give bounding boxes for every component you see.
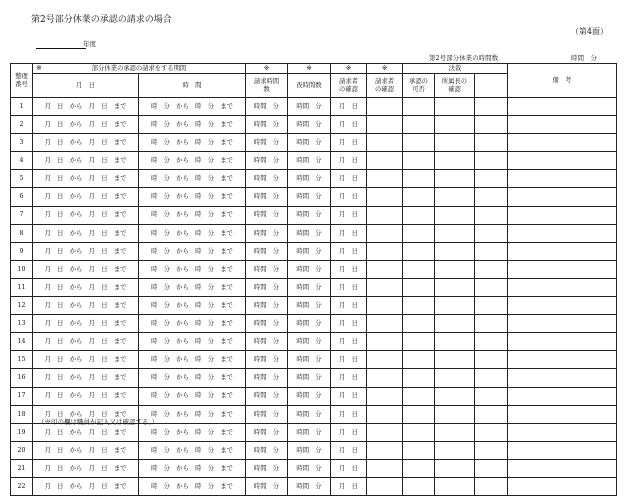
night-hours-cell[interactable]: 時間 分 — [288, 459, 331, 477]
header-req-hours: 請求時間数 — [246, 74, 288, 98]
remarks-cell[interactable] — [508, 224, 617, 242]
time-range-cell[interactable]: 時 分 から 時 分 まで — [139, 333, 246, 351]
night-hours-cell[interactable]: 時間 分 — [288, 98, 331, 116]
dept-head-cell[interactable] — [435, 134, 475, 152]
dept-head-cell[interactable] — [435, 351, 475, 369]
approval-cell[interactable] — [403, 152, 435, 170]
remarks-cell[interactable] — [508, 297, 617, 315]
remarks-cell[interactable] — [508, 188, 617, 206]
date-range-cell[interactable]: 月 日 から 月 日 まで — [33, 297, 139, 315]
dept-head-cell[interactable] — [435, 387, 475, 405]
row-number: 16 — [11, 369, 33, 387]
decision-blank-cell[interactable] — [475, 297, 508, 315]
row-number: 4 — [11, 152, 33, 170]
approval-cell[interactable] — [403, 441, 435, 459]
request-hours-cell[interactable]: 時間 分 — [246, 152, 288, 170]
table-row — [11, 206, 617, 224]
dept-head-cell[interactable] — [435, 278, 475, 296]
request-hours-cell[interactable]: 時間 分 — [246, 423, 288, 441]
time-range-cell[interactable]: 時 分 から 時 分 まで — [139, 387, 246, 405]
table-row — [11, 351, 617, 369]
time-range-cell[interactable]: 時 分 から 時 分 まで — [139, 459, 246, 477]
night-hours-cell[interactable]: 時間 分 — [288, 441, 331, 459]
requester-confirm-cell[interactable] — [367, 260, 403, 278]
requester-confirm-cell[interactable] — [367, 134, 403, 152]
night-hours-cell[interactable]: 時間 分 — [288, 224, 331, 242]
night-hours-cell[interactable]: 時間 分 — [288, 333, 331, 351]
header-requester-confirm2: 請求者の確認 — [367, 74, 403, 98]
time-range-cell[interactable]: 時 分 から 時 分 まで — [139, 152, 246, 170]
date-range-cell[interactable]: 月 日 から 月 日 まで — [33, 477, 139, 495]
request-hours-cell[interactable]: 時間 分 — [246, 387, 288, 405]
requester-date-cell[interactable]: 月 日 — [331, 297, 367, 315]
dept-head-cell[interactable] — [435, 369, 475, 387]
time-range-cell[interactable]: 時 分 から 時 分 まで — [139, 405, 246, 423]
request-hours-cell[interactable]: 時間 分 — [246, 116, 288, 134]
approval-cell[interactable] — [403, 206, 435, 224]
table-row — [11, 333, 617, 351]
requester-date-cell[interactable]: 月 日 — [331, 333, 367, 351]
year-label: 年度 — [83, 40, 96, 48]
row-number: 11 — [11, 278, 33, 296]
dept-head-cell[interactable] — [435, 260, 475, 278]
night-hours-cell[interactable]: 時間 分 — [288, 170, 331, 188]
table-row — [11, 387, 617, 405]
table-row — [11, 116, 617, 134]
time-range-cell[interactable]: 時 分 から 時 分 まで — [139, 423, 246, 441]
request-hours-cell[interactable]: 時間 分 — [246, 188, 288, 206]
approval-cell[interactable] — [403, 297, 435, 315]
time-range-cell[interactable]: 時 分 から 時 分 まで — [139, 206, 246, 224]
leave-request-table — [10, 63, 617, 496]
footnote: （※印の欄は職員が記入又は確認する。） — [38, 418, 159, 426]
date-range-cell[interactable]: 月 日 から 月 日 まで — [33, 170, 139, 188]
approval-cell[interactable] — [403, 333, 435, 351]
dept-head-cell[interactable] — [435, 405, 475, 423]
approval-cell[interactable] — [403, 369, 435, 387]
time-range-cell[interactable]: 時 分 から 時 分 まで — [139, 134, 246, 152]
night-hours-cell[interactable]: 時間 分 — [288, 260, 331, 278]
table-row — [11, 152, 617, 170]
header-date: 月 日 — [33, 74, 139, 98]
date-range-cell[interactable]: 月 日 から 月 日 まで — [33, 351, 139, 369]
night-hours-cell[interactable]: 時間 分 — [288, 188, 331, 206]
approval-cell[interactable] — [403, 278, 435, 296]
dept-head-cell[interactable] — [435, 206, 475, 224]
requester-date-cell[interactable]: 月 日 — [331, 152, 367, 170]
page-number: （第4面） — [570, 27, 608, 36]
requester-date-cell[interactable]: 月 日 — [331, 441, 367, 459]
night-hours-cell[interactable]: 時間 分 — [288, 315, 331, 333]
dept-head-cell[interactable] — [435, 333, 475, 351]
requester-date-cell[interactable]: 月 日 — [331, 405, 367, 423]
table-row — [11, 369, 617, 387]
request-hours-cell[interactable]: 時間 分 — [246, 459, 288, 477]
time-range-cell[interactable]: 時 分 から 時 分 まで — [139, 297, 246, 315]
requester-date-cell[interactable]: 月 日 — [331, 242, 367, 260]
row-number: 17 — [11, 387, 33, 405]
decision-blank-cell[interactable] — [475, 170, 508, 188]
row-number: 9 — [11, 242, 33, 260]
requester-date-cell[interactable]: 月 日 — [331, 423, 367, 441]
requester-date-cell[interactable]: 月 日 — [331, 459, 367, 477]
night-hours-cell[interactable]: 時間 分 — [288, 405, 331, 423]
row-number: 5 — [11, 170, 33, 188]
time-range-cell[interactable]: 時 分 から 時 分 まで — [139, 224, 246, 242]
approval-cell[interactable] — [403, 134, 435, 152]
dept-head-cell[interactable] — [435, 477, 475, 495]
row-number: 18 — [11, 405, 33, 423]
decision-blank-cell[interactable] — [475, 260, 508, 278]
hours-unit[interactable]: 時間 分 — [571, 54, 597, 62]
decision-blank-cell[interactable] — [475, 351, 508, 369]
dept-head-cell[interactable] — [435, 242, 475, 260]
remarks-cell[interactable] — [508, 441, 617, 459]
date-range-cell[interactable]: 月 日 から 月 日 まで — [33, 459, 139, 477]
request-hours-cell[interactable]: 時間 分 — [246, 333, 288, 351]
request-hours-cell[interactable]: 時間 分 — [246, 315, 288, 333]
table-row — [11, 224, 617, 242]
request-hours-cell[interactable]: 時間 分 — [246, 441, 288, 459]
table-row — [11, 477, 617, 495]
remarks-cell[interactable] — [508, 333, 617, 351]
row-number: 21 — [11, 459, 33, 477]
requester-date-cell[interactable]: 月 日 — [331, 369, 367, 387]
decision-blank-cell[interactable] — [475, 224, 508, 242]
night-hours-cell[interactable]: 時間 分 — [288, 477, 331, 495]
approval-cell[interactable] — [403, 405, 435, 423]
night-hours-cell[interactable]: 時間 分 — [288, 134, 331, 152]
dept-head-cell[interactable] — [435, 152, 475, 170]
requester-date-cell[interactable]: 月 日 — [331, 188, 367, 206]
requester-date-cell[interactable]: 月 日 — [331, 387, 367, 405]
requester-date-cell[interactable]: 月 日 — [331, 116, 367, 134]
header-mark-confirm2: ※ — [367, 64, 403, 74]
approval-cell[interactable] — [403, 116, 435, 134]
decision-blank-cell[interactable] — [475, 116, 508, 134]
approval-cell[interactable] — [403, 224, 435, 242]
request-hours-cell[interactable]: 時間 分 — [246, 242, 288, 260]
date-range-cell[interactable]: 月 日 から 月 日 まで — [33, 188, 139, 206]
requester-date-cell[interactable]: 月 日 — [331, 477, 367, 495]
requester-confirm-cell[interactable] — [367, 477, 403, 495]
request-hours-cell[interactable]: 時間 分 — [246, 170, 288, 188]
remarks-cell[interactable] — [508, 98, 617, 116]
remarks-cell[interactable] — [508, 369, 617, 387]
row-number: 3 — [11, 134, 33, 152]
row-number: 8 — [11, 224, 33, 242]
remarks-cell[interactable] — [508, 405, 617, 423]
time-range-cell[interactable]: 時 分 から 時 分 まで — [139, 441, 246, 459]
row-number: 10 — [11, 260, 33, 278]
row-number: 7 — [11, 206, 33, 224]
decision-blank-cell[interactable] — [475, 98, 508, 116]
request-hours-cell[interactable]: 時間 分 — [246, 278, 288, 296]
night-hours-cell[interactable]: 時間 分 — [288, 351, 331, 369]
requester-confirm-cell[interactable] — [367, 297, 403, 315]
dept-head-cell[interactable] — [435, 170, 475, 188]
date-range-cell[interactable]: 月 日 から 月 日 まで — [33, 134, 139, 152]
header-requester-confirm: 請求者の確認 — [331, 74, 367, 98]
night-hours-cell[interactable]: 時間 分 — [288, 278, 331, 296]
requester-confirm-cell[interactable] — [367, 387, 403, 405]
header-dept-head: 所属長の確認 — [435, 74, 475, 98]
requester-confirm-cell[interactable] — [367, 188, 403, 206]
dept-head-cell[interactable] — [435, 459, 475, 477]
requester-confirm-cell[interactable] — [367, 170, 403, 188]
row-number: 22 — [11, 477, 33, 495]
time-range-cell[interactable]: 時 分 から 時 分 まで — [139, 188, 246, 206]
table-row — [11, 98, 617, 116]
time-range-cell[interactable]: 時 分 から 時 分 まで — [139, 98, 246, 116]
decision-blank-cell[interactable] — [475, 459, 508, 477]
decision-blank-cell[interactable] — [475, 387, 508, 405]
decision-blank-cell[interactable] — [475, 315, 508, 333]
header-decision: 決裁 — [403, 64, 508, 74]
time-range-cell[interactable]: 時 分 から 時 分 まで — [139, 369, 246, 387]
header-time: 時 間 — [139, 74, 246, 98]
requester-confirm-cell[interactable] — [367, 459, 403, 477]
dept-head-cell[interactable] — [435, 297, 475, 315]
requester-confirm-cell[interactable] — [367, 333, 403, 351]
decision-blank-cell[interactable] — [475, 405, 508, 423]
approval-cell[interactable] — [403, 170, 435, 188]
row-number: 15 — [11, 351, 33, 369]
date-range-cell[interactable]: 月 日 から 月 日 まで — [33, 405, 139, 423]
requester-confirm-cell[interactable] — [367, 242, 403, 260]
request-hours-cell[interactable]: 時間 分 — [246, 405, 288, 423]
table-row — [11, 134, 617, 152]
dept-head-cell[interactable] — [435, 98, 475, 116]
time-range-cell[interactable]: 時 分 から 時 分 まで — [139, 278, 246, 296]
remarks-cell[interactable] — [508, 387, 617, 405]
request-hours-cell[interactable]: 時間 分 — [246, 351, 288, 369]
request-hours-cell[interactable]: 時間 分 — [246, 260, 288, 278]
approval-cell[interactable] — [403, 260, 435, 278]
dept-head-cell[interactable] — [435, 441, 475, 459]
table-row — [11, 188, 617, 206]
requester-confirm-cell[interactable] — [367, 278, 403, 296]
date-range-cell[interactable]: 月 日 から 月 日 まで — [33, 242, 139, 260]
requester-confirm-cell[interactable] — [367, 441, 403, 459]
row-number: 12 — [11, 297, 33, 315]
time-range-cell[interactable]: 時 分 から 時 分 まで — [139, 351, 246, 369]
date-range-cell[interactable]: 月 日 から 月 日 まで — [33, 333, 139, 351]
request-hours-cell[interactable]: 時間 分 — [246, 369, 288, 387]
request-hours-cell[interactable]: 時間 分 — [246, 297, 288, 315]
requester-date-cell[interactable]: 月 日 — [331, 278, 367, 296]
table-row — [11, 278, 617, 296]
decision-blank-cell[interactable] — [475, 188, 508, 206]
header-approval: 承認の可否 — [403, 74, 435, 98]
request-hours-cell[interactable]: 時間 分 — [246, 206, 288, 224]
remarks-cell[interactable] — [508, 459, 617, 477]
hours-label: 第2号部分休業の時間数 — [429, 54, 499, 62]
requester-confirm-cell[interactable] — [367, 315, 403, 333]
requester-date-cell[interactable]: 月 日 — [331, 170, 367, 188]
header-seq: 整理番号 — [11, 64, 33, 98]
requester-date-cell[interactable]: 月 日 — [331, 98, 367, 116]
request-hours-cell[interactable]: 時間 分 — [246, 224, 288, 242]
requester-date-cell[interactable]: 月 日 — [331, 224, 367, 242]
date-range-cell[interactable]: 月 日 から 月 日 まで — [33, 278, 139, 296]
requester-confirm-cell[interactable] — [367, 152, 403, 170]
remarks-cell[interactable] — [508, 242, 617, 260]
header-mark-night: ※ — [288, 64, 331, 74]
header-night-hours: 夜時間数 — [288, 74, 331, 98]
remarks-cell[interactable] — [508, 170, 617, 188]
requester-date-cell[interactable]: 月 日 — [331, 134, 367, 152]
decision-blank-cell[interactable] — [475, 278, 508, 296]
requester-confirm-cell[interactable] — [367, 369, 403, 387]
time-range-cell[interactable]: 時 分 から 時 分 まで — [139, 315, 246, 333]
approval-cell[interactable] — [403, 315, 435, 333]
date-range-cell[interactable]: 月 日 から 月 日 まで — [33, 98, 139, 116]
approval-cell[interactable] — [403, 242, 435, 260]
table-row — [11, 260, 617, 278]
time-range-cell[interactable]: 時 分 から 時 分 まで — [139, 477, 246, 495]
table-row — [11, 170, 617, 188]
night-hours-cell[interactable]: 時間 分 — [288, 206, 331, 224]
decision-blank-cell[interactable] — [475, 369, 508, 387]
form-title: 第2号部分休業の承認の請求の場合 — [31, 15, 172, 25]
time-range-cell[interactable]: 時 分 から 時 分 まで — [139, 260, 246, 278]
header-mark-confirm: ※ — [331, 64, 367, 74]
night-hours-cell[interactable]: 時間 分 — [288, 369, 331, 387]
table-row — [11, 441, 617, 459]
dept-head-cell[interactable] — [435, 188, 475, 206]
remarks-cell[interactable] — [508, 351, 617, 369]
night-hours-cell[interactable]: 時間 分 — [288, 297, 331, 315]
remarks-cell[interactable] — [508, 206, 617, 224]
requester-date-cell[interactable]: 月 日 — [331, 351, 367, 369]
request-hours-cell[interactable]: 時間 分 — [246, 134, 288, 152]
table-row — [11, 297, 617, 315]
header-period: ※ 部分休業の承認の請求をする期間 — [33, 64, 246, 74]
approval-cell[interactable] — [403, 188, 435, 206]
decision-blank-cell[interactable] — [475, 477, 508, 495]
row-number: 19 — [11, 423, 33, 441]
remarks-cell[interactable] — [508, 116, 617, 134]
row-number: 1 — [11, 98, 33, 116]
header-mark-req: ※ — [246, 64, 288, 74]
remarks-cell[interactable] — [508, 152, 617, 170]
dept-head-cell[interactable] — [435, 224, 475, 242]
night-hours-cell[interactable]: 時間 分 — [288, 116, 331, 134]
night-hours-cell[interactable]: 時間 分 — [288, 242, 331, 260]
table-row — [11, 459, 617, 477]
date-range-cell[interactable]: 月 日 から 月 日 まで — [33, 315, 139, 333]
remarks-cell[interactable] — [508, 315, 617, 333]
time-range-cell[interactable]: 時 分 から 時 分 まで — [139, 242, 246, 260]
decision-blank-cell[interactable] — [475, 152, 508, 170]
date-range-cell[interactable]: 月 日 から 月 日 まで — [33, 423, 139, 441]
requester-date-cell[interactable]: 月 日 — [331, 206, 367, 224]
row-number: 13 — [11, 315, 33, 333]
night-hours-cell[interactable]: 時間 分 — [288, 423, 331, 441]
remarks-cell[interactable] — [508, 278, 617, 296]
date-range-cell[interactable]: 月 日 から 月 日 まで — [33, 369, 139, 387]
header-remarks: 備 考 — [508, 64, 617, 98]
time-range-cell[interactable]: 時 分 から 時 分 まで — [139, 170, 246, 188]
remarks-cell[interactable] — [508, 260, 617, 278]
decision-blank-cell[interactable] — [475, 333, 508, 351]
row-number: 6 — [11, 188, 33, 206]
date-range-cell[interactable]: 月 日 から 月 日 まで — [33, 206, 139, 224]
requester-confirm-cell[interactable] — [367, 351, 403, 369]
remarks-cell[interactable] — [508, 134, 617, 152]
row-number: 2 — [11, 116, 33, 134]
requester-date-cell[interactable]: 月 日 — [331, 260, 367, 278]
decision-blank-cell[interactable] — [475, 441, 508, 459]
remarks-cell[interactable] — [508, 477, 617, 495]
date-range-cell[interactable]: 月 日 から 月 日 まで — [33, 152, 139, 170]
approval-cell[interactable] — [403, 387, 435, 405]
dept-head-cell[interactable] — [435, 315, 475, 333]
date-range-cell[interactable]: 月 日 から 月 日 まで — [33, 441, 139, 459]
date-range-cell[interactable]: 月 日 から 月 日 まで — [33, 116, 139, 134]
approval-cell[interactable] — [403, 98, 435, 116]
year-input-line[interactable] — [36, 48, 86, 49]
row-number: 20 — [11, 441, 33, 459]
approval-cell[interactable] — [403, 459, 435, 477]
request-hours-cell[interactable]: 時間 分 — [246, 477, 288, 495]
decision-blank-cell[interactable] — [475, 134, 508, 152]
decision-blank-cell[interactable] — [475, 206, 508, 224]
table-row — [11, 242, 617, 260]
night-hours-cell[interactable]: 時間 分 — [288, 387, 331, 405]
dept-head-cell[interactable] — [435, 116, 475, 134]
request-hours-cell[interactable]: 時間 分 — [246, 98, 288, 116]
decision-blank-cell[interactable] — [475, 242, 508, 260]
requester-confirm-cell[interactable] — [367, 405, 403, 423]
night-hours-cell[interactable]: 時間 分 — [288, 152, 331, 170]
approval-cell[interactable] — [403, 477, 435, 495]
requester-confirm-cell[interactable] — [367, 116, 403, 134]
header-approval-blank — [475, 74, 508, 98]
requester-confirm-cell[interactable] — [367, 206, 403, 224]
date-range-cell[interactable]: 月 日 から 月 日 まで — [33, 387, 139, 405]
requester-date-cell[interactable]: 月 日 — [331, 315, 367, 333]
requester-confirm-cell[interactable] — [367, 224, 403, 242]
row-number: 14 — [11, 333, 33, 351]
date-range-cell[interactable]: 月 日 から 月 日 まで — [33, 260, 139, 278]
date-range-cell[interactable]: 月 日 から 月 日 まで — [33, 224, 139, 242]
requester-confirm-cell[interactable] — [367, 98, 403, 116]
table-row — [11, 315, 617, 333]
approval-cell[interactable] — [403, 351, 435, 369]
time-range-cell[interactable]: 時 分 から 時 分 まで — [139, 116, 246, 134]
